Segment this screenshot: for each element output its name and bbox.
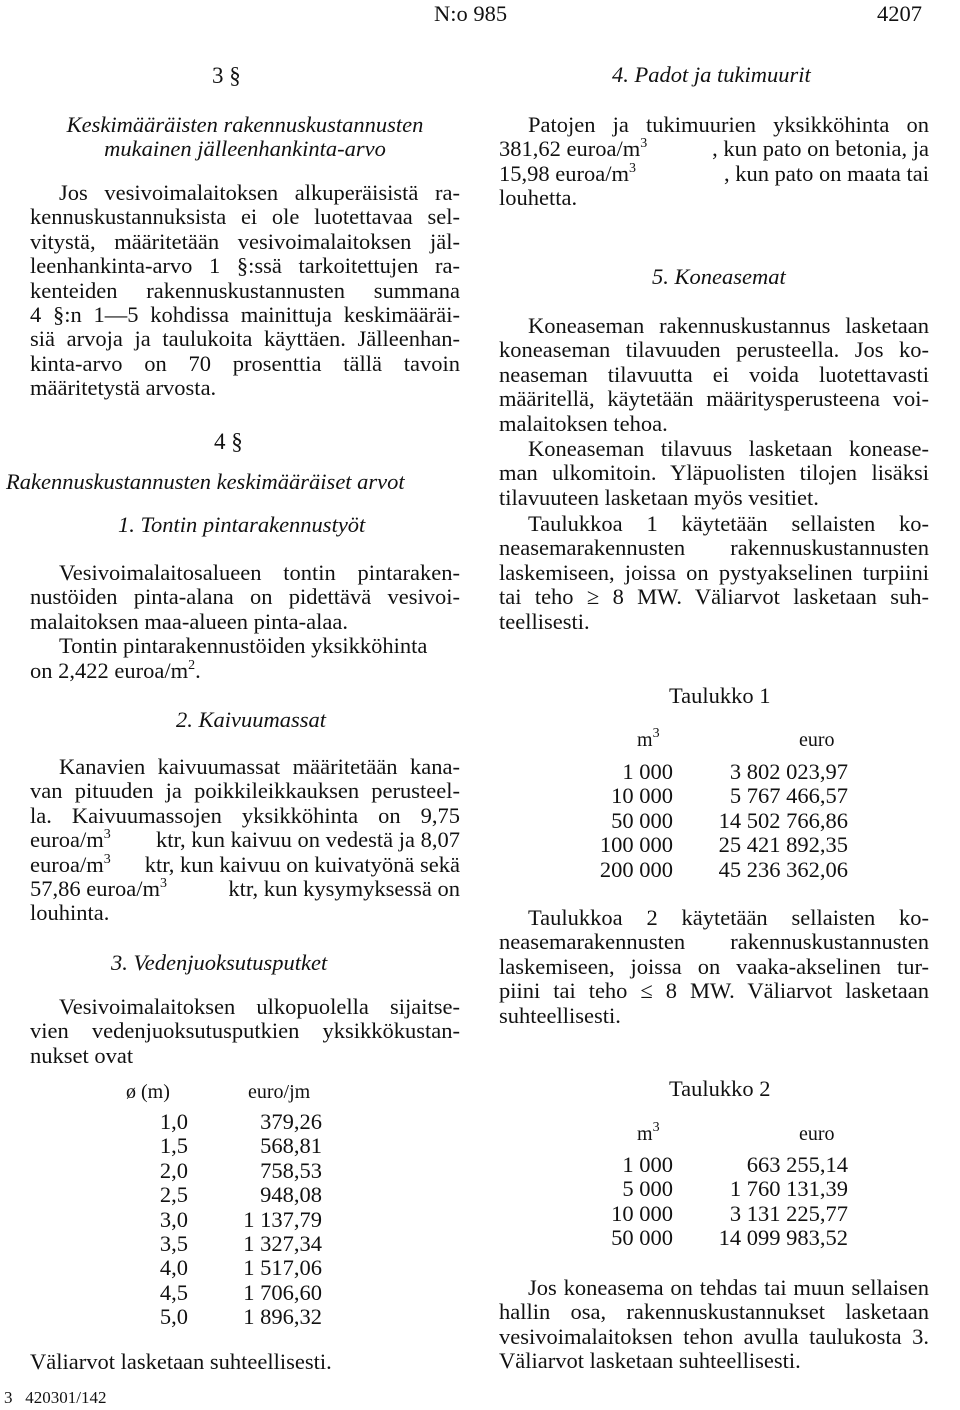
item-5-paragraph-5 xyxy=(499,1276,929,1374)
table-cell: 10 000 xyxy=(611,783,673,809)
table-row xyxy=(110,1305,322,1329)
text-line: Patojen ja tukimuurien yksikköhinta on xyxy=(528,112,929,137)
text-line: Taulukkoa 1 käytetään sellaisten ko- xyxy=(528,511,929,536)
table-cell: 14 099 983,52 xyxy=(718,1225,848,1251)
table-row xyxy=(579,1153,848,1177)
pipe-table-note: Väliarvot lasketaan suhteellisesti. xyxy=(30,1349,332,1374)
table-cell: 379,26 xyxy=(260,1109,322,1134)
table-row xyxy=(579,1226,848,1250)
table-cell: 3,5 xyxy=(159,1231,188,1257)
table-cell: 1 517,06 xyxy=(243,1255,322,1281)
table-cell: 200 000 xyxy=(599,856,673,882)
text-line: neasemarakennusten rakennuskustannusten xyxy=(499,535,929,561)
item-5-paragraph-4 xyxy=(499,906,929,1028)
section-4-heading: 4 § xyxy=(214,429,243,454)
table-cell: 1,5 xyxy=(159,1133,188,1159)
text-line: Väliarvot lasketaan suhteellisesti. xyxy=(499,1348,801,1374)
pipe-table-header-price: euro/jm xyxy=(248,1081,311,1103)
table-cell: 100 000 xyxy=(599,832,673,858)
table-cell: 3 802 023,97 xyxy=(729,759,848,784)
item-5-paragraph-3 xyxy=(499,512,929,634)
table-row xyxy=(579,760,848,784)
table-cell: 5 000 xyxy=(622,1176,673,1202)
text-line: Vesivoimalaitoksen ulkopuolella sijaitse- xyxy=(59,994,460,1019)
table-1 xyxy=(579,760,848,882)
text-line: Jos koneasema on tehdas tai muun sellaisen xyxy=(528,1275,929,1300)
table-cell: 25 421 892,35 xyxy=(718,832,848,858)
text-line: laskemiseen, joissa on vaaka-akselinen tur- xyxy=(499,953,929,979)
table-row xyxy=(110,1208,322,1232)
item-3-title: 3. Vedenjuoksutusputket xyxy=(111,950,328,975)
table-cell: 45 236 362,06 xyxy=(718,856,848,882)
section-3-paragraph xyxy=(30,181,460,401)
table-cell: 568,81 xyxy=(260,1133,322,1159)
table-1-title: Taulukko 1 xyxy=(669,683,771,708)
text-line: van pituuden ja poikkileikkauksen perusteel- xyxy=(30,778,460,804)
text-line: kenteiden rakennuskustannusten summana xyxy=(30,277,460,303)
text-line: koneaseman tilavuuden perusteella. Jos ko- xyxy=(499,337,929,363)
table-2-header-volume: $m^3$ xyxy=(637,1120,660,1145)
table-row xyxy=(110,1281,322,1305)
text-line: tilavuuteen lasketaan myös vesitiet. xyxy=(499,484,819,510)
text-line: louhetta. xyxy=(499,185,578,211)
table-row xyxy=(579,809,848,833)
table-cell: 1 327,34 xyxy=(243,1231,322,1257)
table-cell: 2,5 xyxy=(159,1182,188,1208)
table-row xyxy=(110,1110,322,1134)
table-row xyxy=(110,1183,322,1207)
item-1-title: 1. Tontin pintarakennustyöt xyxy=(118,512,366,537)
text-line: hallin osa, rakennuskustannukset lasketaan xyxy=(499,1299,929,1325)
section-3-title-line2: mukainen jälleenhankinta-arvo xyxy=(104,136,386,161)
text-line: määritellä, käytetään määritysperusteena voi- xyxy=(499,386,929,412)
text-line: malaitoksen tehoa. xyxy=(499,410,668,436)
text-line: Kanavien kaivuumassat määritetään kana- xyxy=(59,754,460,779)
pipe-table xyxy=(110,1110,322,1330)
table-row xyxy=(579,1202,848,1226)
table-cell: 2,0 xyxy=(159,1157,188,1183)
text-line: nukset ovat xyxy=(30,1042,134,1068)
table-cell: 10 000 xyxy=(611,1200,673,1226)
text-line: man ulkomitoin. Yläpuolisten tilojen lisäksi xyxy=(499,460,929,486)
table-row xyxy=(579,1177,848,1201)
item-5-paragraph-2 xyxy=(499,437,929,510)
table-cell: 50 000 xyxy=(611,1225,673,1251)
table-cell: 5 767 466,57 xyxy=(729,783,848,809)
text-line: Tontin pintarakennustöiden yksikköhinta xyxy=(59,633,428,659)
table-cell: 50 000 xyxy=(611,807,673,833)
table-row xyxy=(110,1134,322,1158)
text-line: tai teho ≥ 8 MW. Väliarvot lasketaan suh- xyxy=(499,584,929,610)
text-line: euroa/$m^3$ ktr, kun kaivuu on kuivatyönä sekä xyxy=(30,851,460,877)
text-line: 4 §:n 1—5 kohdissa mainittuja keskimääräi- xyxy=(30,302,460,328)
table-2-title: Taulukko 2 xyxy=(669,1076,771,1101)
text-line: laskemiseen, joissa on pystyakselinen turpiini xyxy=(499,559,929,585)
item-4-paragraph xyxy=(499,113,929,211)
table-cell: 948,08 xyxy=(260,1182,322,1208)
item-3-paragraph xyxy=(30,995,460,1068)
table-cell: 1 000 xyxy=(622,759,673,784)
text-line: vitystä, määritetään vesivoimalaitoksen jäl- xyxy=(30,228,460,254)
text-line: 15,98 euroa/$m^3$ , kun pato on maata tai xyxy=(499,160,929,186)
table-cell: 1 706,60 xyxy=(243,1279,322,1305)
table-cell: 1,0 xyxy=(159,1109,188,1134)
header-page-number: 4207 xyxy=(877,1,922,26)
footer-print-code: 3 420301/142 xyxy=(4,1388,107,1407)
table-row xyxy=(579,833,848,857)
text-line: 57,86 euroa/$m^3$ ktr, kun kysymyksessä on xyxy=(30,876,460,902)
table-row xyxy=(579,858,848,882)
text-line: neaseman tilavuutta ei voida luotettavasti xyxy=(499,361,929,387)
table-cell: 3 131 225,77 xyxy=(729,1200,848,1226)
text-line: nustöiden pinta-alana on pidettävä vesivoi- xyxy=(30,584,460,610)
table-cell: 4,0 xyxy=(159,1255,188,1281)
header-document-number: N:o 985 xyxy=(434,1,508,26)
text-line: neasemarakennusten rakennuskustannusten xyxy=(499,929,929,955)
item-5-paragraph-1 xyxy=(499,314,929,436)
text-line: Koneaseman tilavuus lasketaan konease- xyxy=(528,436,929,461)
table-row xyxy=(579,784,848,808)
table-row xyxy=(110,1232,322,1256)
text-line: määritetystä arvosta. xyxy=(30,375,217,401)
text-line: Taulukkoa 2 käytetään sellaisten ko- xyxy=(528,905,929,930)
text-line: Vesivoimalaitosalueen tontin pintaraken- xyxy=(59,560,460,585)
table-row xyxy=(110,1256,322,1280)
table-cell: 3,0 xyxy=(159,1206,188,1232)
text-line: kinta-arvo on 70 prosenttia tällä tavoin xyxy=(30,350,460,376)
table-cell: 663 255,14 xyxy=(746,1152,848,1177)
table-cell: 14 502 766,86 xyxy=(718,807,848,833)
table-row xyxy=(110,1159,322,1183)
text-line: la. Kaivuumassojen yksikköhinta on 9,75 xyxy=(30,802,460,828)
table-1-header-volume: $m^3$ xyxy=(637,726,660,751)
table-2 xyxy=(579,1153,848,1251)
item-5-title: 5. Koneasemat xyxy=(652,264,786,289)
item-1-paragraph xyxy=(30,561,460,683)
table-cell: 1 137,79 xyxy=(243,1206,322,1232)
item-4-title: 4. Padot ja tukimuurit xyxy=(612,62,811,87)
text-line: piini tai teho ≤ 8 MW. Väliarvot lasketaan xyxy=(499,978,929,1004)
text-line: vien vedenjuoksutusputkien yksikkökustan- xyxy=(30,1018,460,1044)
text-line: euroa/$m^3$ ktr, kun kaivuu on vedestä ja 8,07 xyxy=(30,827,460,853)
table-1-header-euro: euro xyxy=(799,729,835,751)
table-cell: 758,53 xyxy=(260,1157,322,1183)
table-cell: 1 000 xyxy=(622,1152,673,1177)
text-line: malaitoksen maa-alueen pinta-alaa. xyxy=(30,608,348,634)
section-3-title-line1: Keskimääräisten rakennuskustannusten xyxy=(66,112,424,137)
text-line: Jos vesivoimalaitoksen alkuperäisistä ra- xyxy=(59,180,460,205)
item-2-title: 2. Kaivuumassat xyxy=(176,707,327,732)
table-cell: 5,0 xyxy=(159,1304,188,1330)
section-4-title: Rakennuskustannusten keskimääräiset arvot xyxy=(6,469,405,494)
text-line: on 2,422 euroa/$m^2$. xyxy=(30,657,201,683)
item-2-paragraph xyxy=(30,755,460,926)
text-line: vesivoimalaitoksen tehon avulla taulukosta 3. xyxy=(499,1323,929,1349)
table-cell: 1 896,32 xyxy=(243,1304,322,1330)
text-line: leenhankinta-arvo 1 §:ssä tarkoitettujen ra- xyxy=(30,253,460,279)
text-line: suhteellisesti. xyxy=(499,1002,621,1028)
text-line: Koneaseman rakennuskustannus lasketaan xyxy=(528,313,929,338)
table-cell: 1 760 131,39 xyxy=(729,1176,848,1202)
section-3-heading: 3 § xyxy=(212,63,241,88)
text-line: kennuskustannuksista ei ole luotettavaa sel- xyxy=(30,204,460,230)
pipe-table-header-diameter: ø (m) xyxy=(126,1081,170,1103)
table-cell: 4,5 xyxy=(159,1279,188,1305)
text-line: louhinta. xyxy=(30,900,110,926)
text-line: 381,62 euroa/$m^3$ , kun pato on betonia, ja xyxy=(499,136,929,162)
text-line: teellisesti. xyxy=(499,608,590,634)
text-line: siä arvoja ja taulukoita käyttäen. Jälleenhan- xyxy=(30,326,460,352)
table-2-header-euro: euro xyxy=(799,1123,835,1145)
